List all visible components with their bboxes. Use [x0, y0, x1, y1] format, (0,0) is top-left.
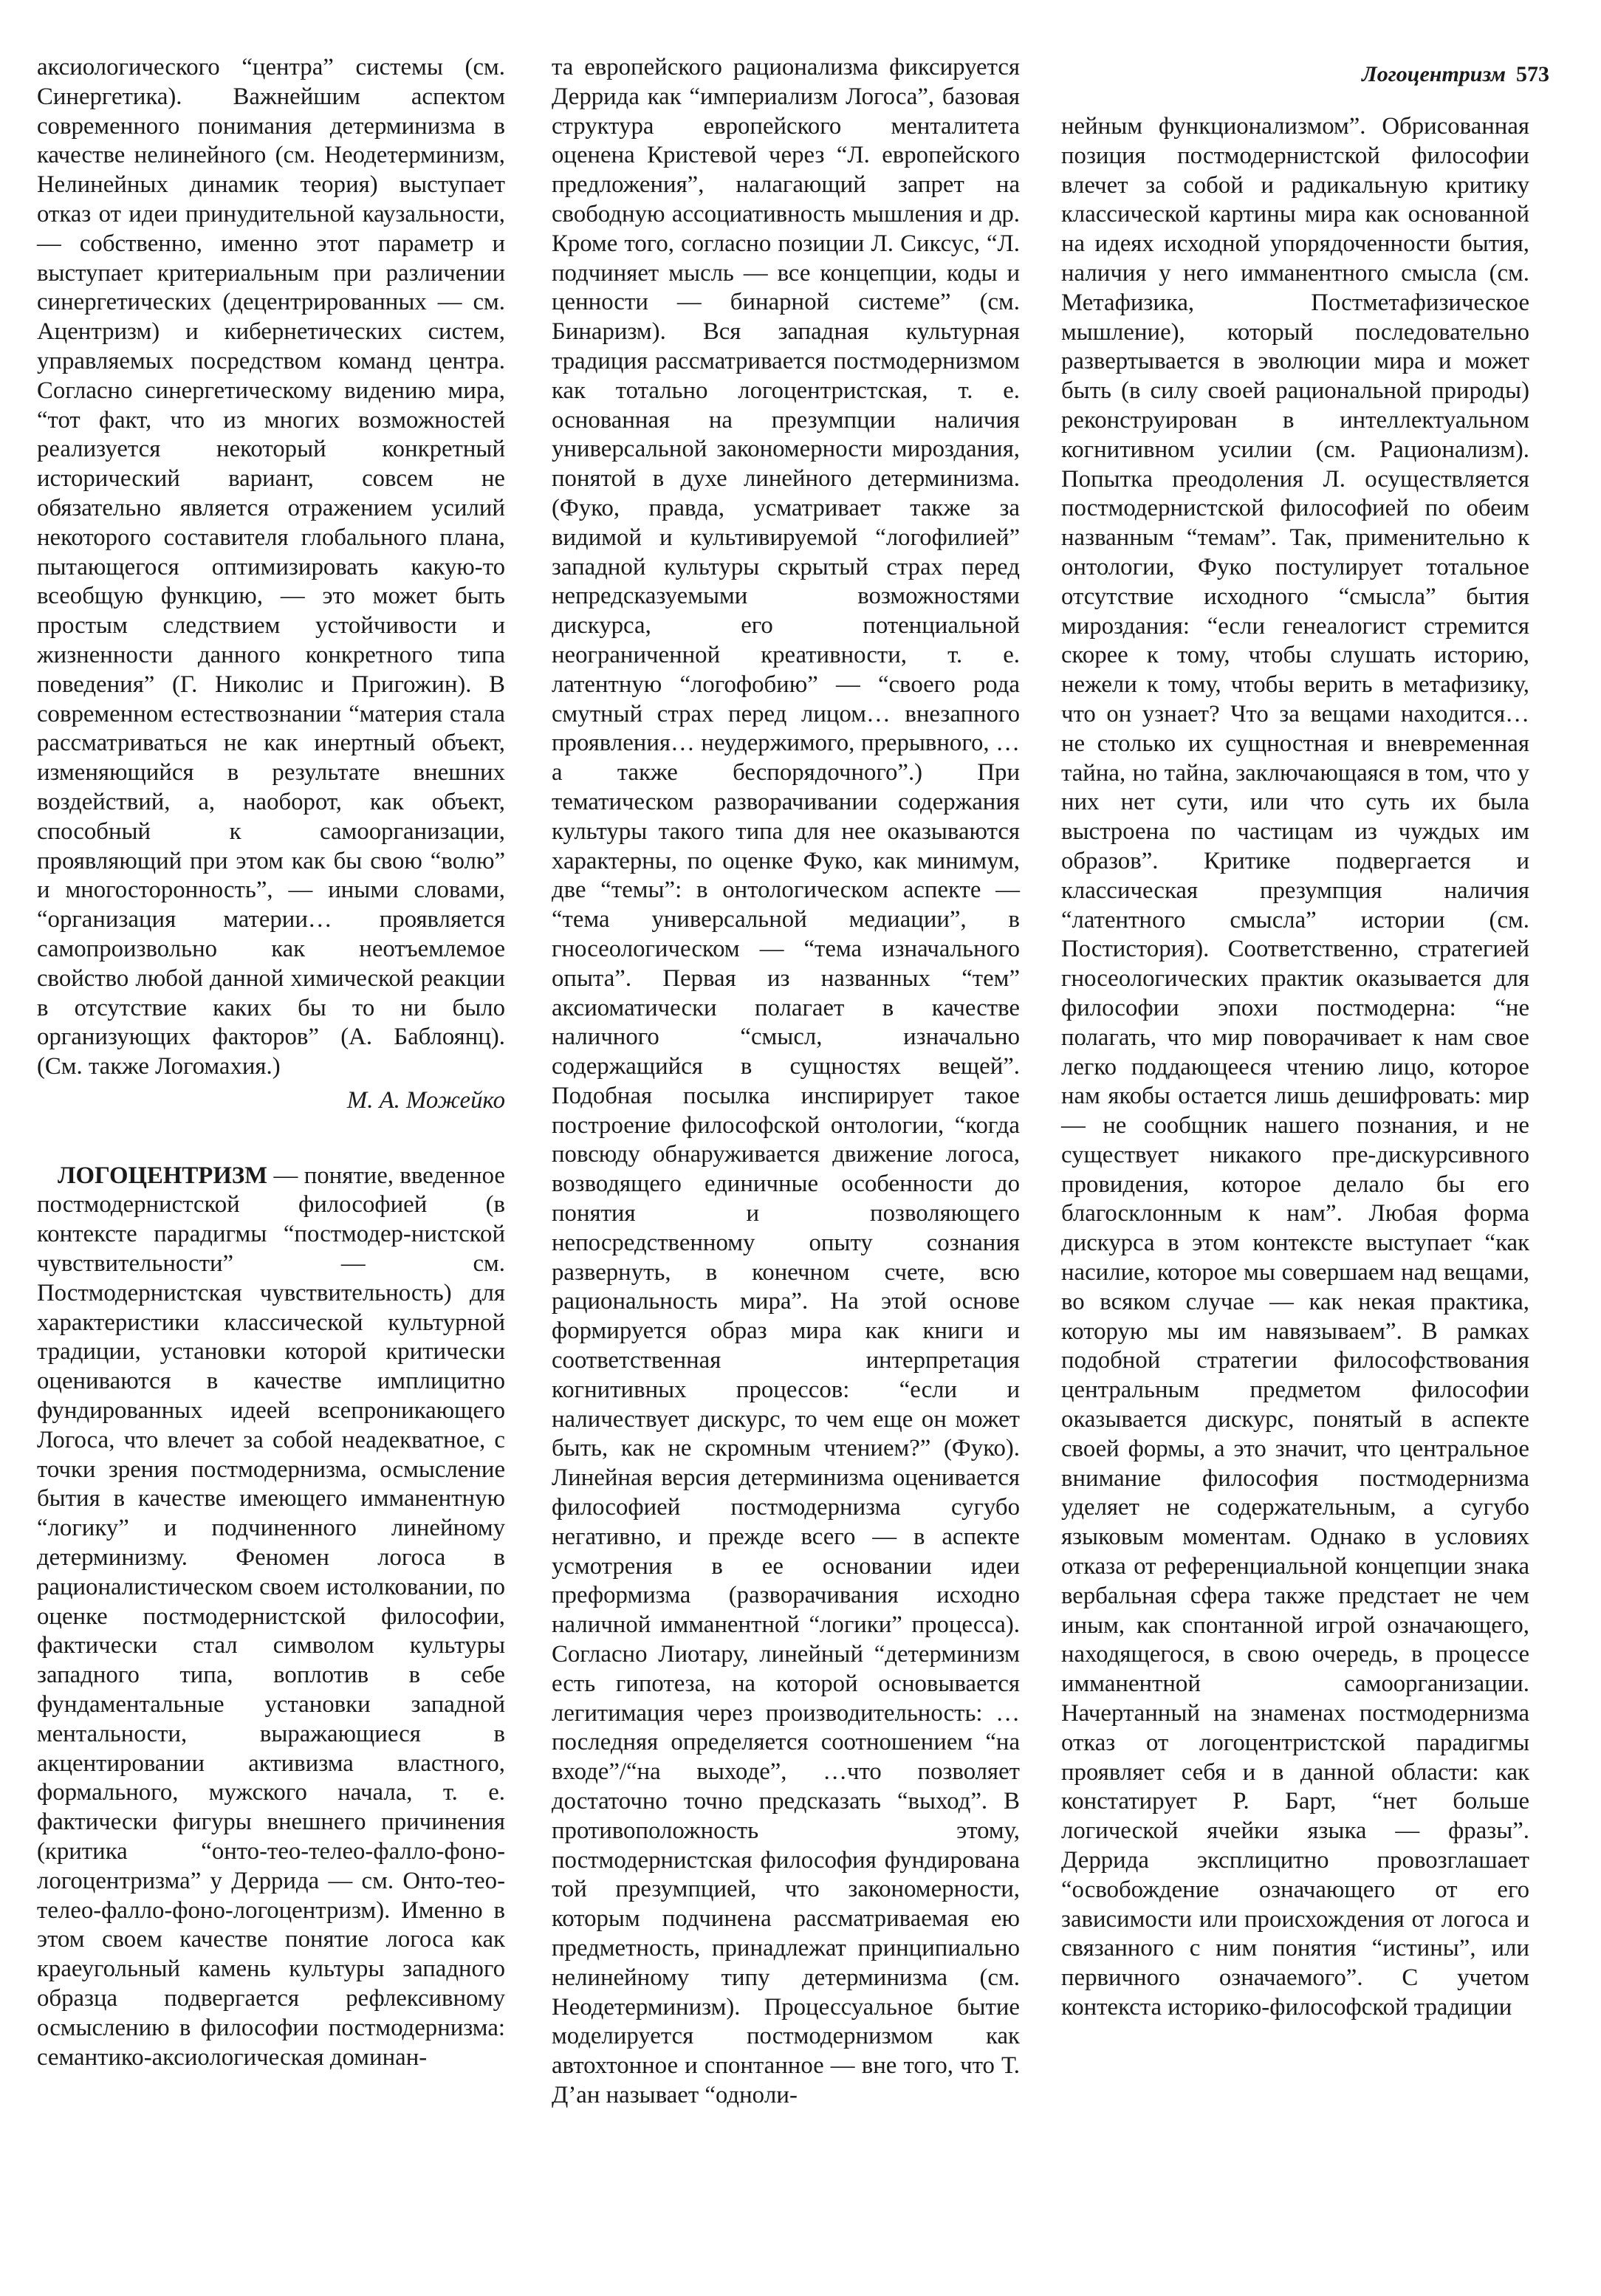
paragraph-text: та европейского рационализма фиксируется Деррида как “империализм Логоса”, базовая структура европейского менталитета оценена Кристевой через “Л. европейского предложения”, налагающий запрет на свободную ассоциативность мышления и др. Кроме того, согласно позиции Л. Сиксус, “Л. подчиняет мысль — все концепции, коды и ценности — бинарной системе” (см. Бинаризм). Вся западная культурная традиция рассматривается постмодернизмом как тотально логоцентристская, т. е. основанная на презумпции наличия универсальной закономерности мироздания, понятой в духе линейного детерминизма. (Фуко, правда, усматривает также за видимой и культивируемой “логофилией” западной культуры скрытый страх перед непредсказуемыми возможностями дискурса, его потенциальной неограниченной креативности, т. е. латентную “логофобию” — “своего рода смутный страх перед лицом… внезапного проявления… неудержимого, прерывного, …а также беспорядочного”.) При тематическом разворачивании содержания культуры такого типа для нее оказываются характерны, по оценке Фуко, как минимум, две “темы”: в онтологическом аспекте — “тема универсальной медиации”, в гносеологическом — “тема изначального опыта”. Первая из названных “тем” аксиоматически полагает в качестве наличного “смысл, изначально содержащийся в сущностях вещей”. Подобная посылка инспирирует такое построение философской онтологии, “когда повсюду обнаруживается движение логоса, возводящего единичные особенности до понятия и позволяющего непосредственному опыту сознания развернуть, в конечном счете, всю рациональность мира”. На этой основе формируется образ мира как книги и соответственная интерпретация когнитивных процессов: “если и наличествует дискурс, то чем еще он может быть, как не скромным чтением?” (Фуко). Линейная версия детерминизма оценивается философией постмодернизма сугубо негативно, и прежде всего — в аспекте усмотрения в ее основании идеи преформизма (разворачивания исходно наличной имманентной “логики” процесса). Согласно Лиотару, линейный “детерминизм есть гипотеза, на которой основывается легитимация через производительность: …последняя определяется соотношением “на входе”/“на выходе”, …что позволяет достаточно точно предсказать “выход”. В противоположность этому, постмодернистская философия фундирована той презумпцией, что закономерности, которым подчинена рассматриваемая ею предметность, принадлежат принципиально нелинейному типу детерминизма (см. Неодетерминизм). Процессуальное бытие моделируется постмодернизмом как автохтонное и спонтанное — вне того, что Т. Д’ан называет “однoли- — [552, 54, 1020, 2108]
entry-text: — понятие, введенное постмодернистской философией (в контексте парадигмы “постмодер-нистской чувствительности” — см. Постмодернистская чувствительность) для характеристики классической культурной традиции, установки которой критически оцениваются в качестве имплицитно фундированных идеей всепроникающего Логоса, что влечет за собой неадекватное, с точки зрения постмодернизма, осмысление бытия в качестве имеющего имманентную “логику” и подчиненного линейному детерминизму. Феномен логоса в рационалистическом своем истолковании, по оценке постмодернистской философии, фактически стал символом культуры западного типа, воплотив в себе фундаментальные установки западной ментальности, выражающиеся в акцентировании активизма властного, формального, мужского начала, т. е. фактически фигуры внешнего причинения (критика “онто-тео-телео-фалло-фоно-логоцентризма” у Деррида — см. Онто-тео-телео-фалло-фоно-логоцентризм). Именно в этом своем качестве понятие логоса как краеугольный камень культуры западного образца подвергается рефлексивному осмыслению в философии постмодернизма: семантико-аксиологическая доминан- — [37, 1162, 505, 2071]
running-header — [1362, 62, 1549, 87]
entry-title: ЛОГОЦЕНТРИЗМ — [58, 1162, 268, 1189]
text-column-1 — [37, 53, 505, 2072]
text-column-2 — [552, 53, 1020, 2111]
page-number: 573 — [1516, 62, 1549, 86]
paragraph-continuation: аксиологического “центра” системы (см. Синергетика). Важнейшим аспектом современного понимания детерминизма в качестве нелинейного (см. Неодетерминизм, Нелинейных динамик теория) выступает отказ от идеи принудительной каузальности, — собственно, именно этот параметр и выступает критериальным при различении синергетических (децентрированных — см. Ацентризм) и кибернетических систем, управляемых посредством команд центра. Согласно синергетическому видению мира, “тот факт, что из многих возможностей реализуется некоторый конкретный исторический вариант, совсем не обязательно является отражением усилий некоторого составителя глобального плана, пытающегося оптимизировать какую-то всеобщую функцию, — это может быть простым следствием устойчивости и жизненности данного конкретного типа поведения” (Г. Николис и Пригожин). В современном естествознании “материя стала рассматриваться не как инертный объект, изменяющийся в результате внешних воздействий, а, наоборот, как объект, способный к самоорганизации, проявляющий при этом как бы свою “волю” и многосторонность”, — иными словами, “организация материи… проявляется самопроизвольно как неотъемлемое свойство любой данной химической реакции в отсутствие каких бы то ни было организующих факторов” (А. Баблоянц). (См. также Логомахия.) — [37, 54, 505, 1080]
text-column-3 — [1061, 112, 1529, 2023]
running-title: Логоцентризм — [1362, 62, 1506, 86]
article-author: М. А. Можейко — [346, 1086, 505, 1114]
paragraph-text: нейным функционализмом”. Обрисованная позиция постмодернистской философии влечет за собой и радикальную критику классической картины мира как основанной на идеях исходной упорядоченности бытия, наличия у него имманентного смысла (см. Метафизика, Постметафизическое мышление), который последовательно развертывается в эволюции мира и может быть (в силу своей рациональной природы) реконструирован в интеллектуальном когнитивном усилии (см. Рационализм). Попытка преодоления Л. осуществляется постмодернистской философией по обеим названным “темам”. Так, применительно к онтологии, Фуко постулирует тотальное отсутствие исходного “смысла” бытия мироздания: “если генеалогист стремится скорее к тому, чтобы слушать историю, нежели к тому, чтобы верить в метафизику, что он узнает? Что за вещами находится… не столько их сущностная и вневременная тайна, но тайна, заключающаяся в том, что у них нет сути, или что суть их была выстроена по частицам из чуждых им образов”. Критике подвергается и классическая презумпция наличия “латентного смысла” истории (см. Постистория). Соответственно, стратегией гносеологических практик оказывается для философии эпохи постмодерна: “не полагать, что мир поворачивает к нам свое легко поддающееся чтению лицо, которое нам якобы остается лишь дешифровать: мир — не сообщник нашего познания, и не существует никакого пре-дискурсивного провидения, которое делало бы его благосклонным к нам”. Любая форма дискурса в этом контексте выступает “как насилие, которое мы совершаем над вещами, во всяком случае — как некая практика, которую мы им навязываем”. В рамках подобной стратегии философствования центральным предметом философии оказывается дискурс, понятый в аспекте своей формы, а это значит, что центральное внимание философия постмодернизма уделяет не содержательным, а сугубо языковым моментам. Однако в условиях отказа от референциальной концепции знака вербальная сфера также предстает не чем иным, как спонтанной игрой означающего, находящегося, в свою очередь, в процессе имманентной самоорганизации. Начертанный на знаменах постмодернизма отказ от логоцентристской парадигмы проявляет себя и в данной области: как констатирует Р. Барт, “нет больше логической ячейки языка — фразы”. Деррида эксплицитно провозглашает “освобождение означающего от его зависимости или происхождения от логоса и связанного с ним понятия “истины”, или первичного означаемого”. С учетом контекста историко-философской традиции — [1061, 113, 1529, 2021]
entry-paragraph — [37, 1162, 505, 2073]
